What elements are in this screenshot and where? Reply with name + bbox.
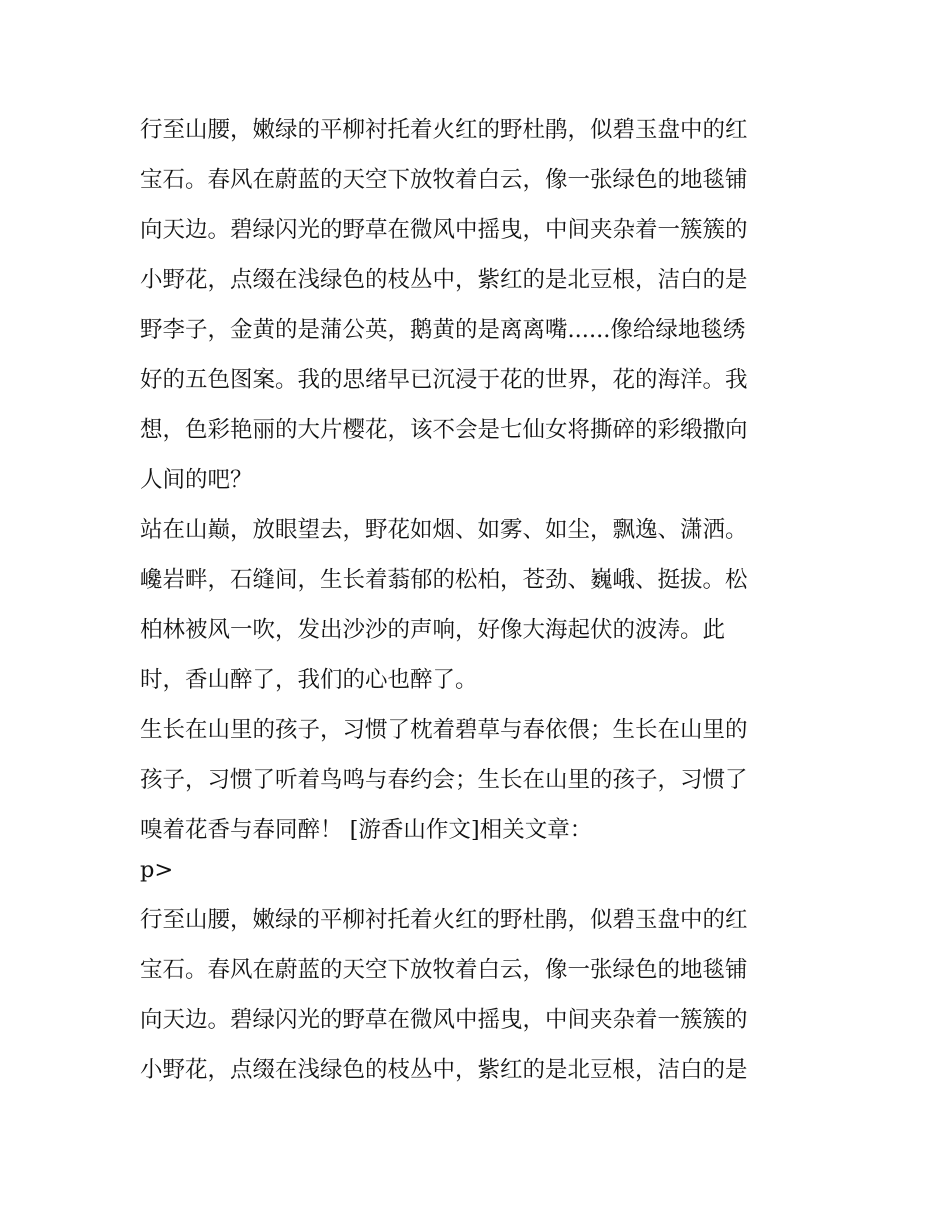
paragraph-stray-tag (140, 850, 820, 900)
text-line: 时，香山醉了，我们的心也醉了。 (140, 667, 478, 693)
text-line: 宝石。春风在蔚蓝的天空下放牧着白云，像一张绿色的地毯铺 (140, 167, 748, 193)
text-line: 向天边。碧绿闪光的野草在微风中摇曳，中间夹杂着一簇簇的 (140, 1007, 748, 1033)
paragraph-mountainside-repeat (140, 900, 820, 1100)
text-line: 人间的吧？ (140, 467, 253, 493)
text-line: 行至山腰，嫩绿的平柳衬托着火红的野杜鹃，似碧玉盘中的红 (140, 117, 748, 143)
text-line: 行至山腰，嫩绿的平柳衬托着火红的野杜鹃，似碧玉盘中的红 (140, 907, 748, 933)
text-line: 孩子，习惯了听着鸟鸣与春约会；生长在山里的孩子，习惯了 (140, 767, 748, 793)
text-line: 生长在山里的孩子，习惯了枕着碧草与春依偎；生长在山里的 (140, 717, 748, 743)
paragraph-mountain-children (140, 710, 820, 850)
text-line: 小野花，点缀在浅绿色的枝丛中，紫红的是北豆根，洁白的是 (140, 1057, 748, 1083)
text-line: 向天边。碧绿闪光的野草在微风中摇曳，中间夹杂着一簇簇的 (140, 217, 748, 243)
paragraph-summit (140, 510, 820, 710)
text-line: 宝石。春风在蔚蓝的天空下放牧着白云，像一张绿色的地毯铺 (140, 957, 748, 983)
text-line: p> (140, 857, 174, 883)
text-line: 巉岩畔，石缝间，生长着蓊郁的松柏，苍劲、巍峨、挺拔。松 (140, 567, 748, 593)
text-line: 野李子，金黄的是蒲公英，鹅黄的是离离嘴......像给绿地毯绣 (140, 317, 746, 343)
text-line: 嗅着花香与春同醉！ [游香山作文]相关文章： (140, 817, 593, 843)
text-line: 想，色彩艳丽的大片樱花，该不会是七仙女将撕碎的彩缎撒向 (140, 417, 748, 443)
text-line: 柏林被风一吹，发出沙沙的声响，好像大海起伏的波涛。此 (140, 617, 726, 643)
text-line: 小野花，点缀在浅绿色的枝丛中，紫红的是北豆根，洁白的是 (140, 267, 748, 293)
text-line: 站在山巅，放眼望去，野花如烟、如雾、如尘，飘逸、潇洒。 (140, 517, 748, 543)
paragraph-mountainside (140, 110, 820, 510)
text-line: 好的五色图案。我的思绪早已沉浸于花的世界，花的海洋。我 (140, 367, 748, 393)
document-page (140, 110, 820, 1100)
